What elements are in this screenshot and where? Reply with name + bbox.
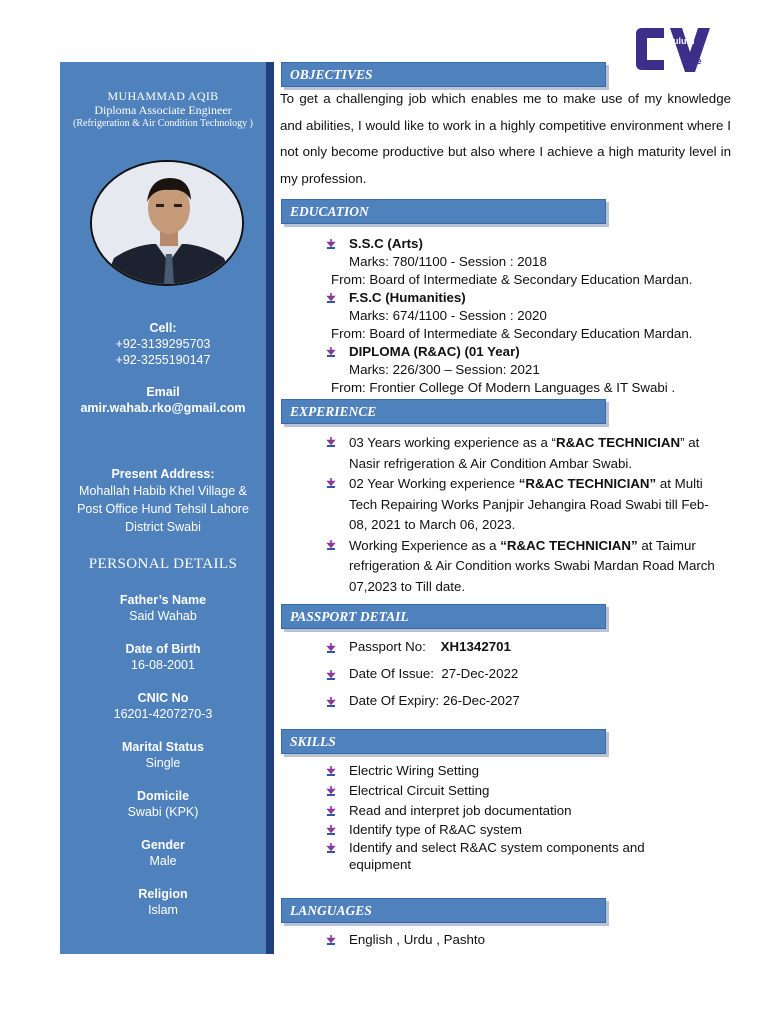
education-item <box>326 343 736 397</box>
job-title: Diploma Associate Engineer <box>94 102 232 117</box>
cnic-label: CNIC No <box>137 691 189 705</box>
profile-photo <box>90 160 244 286</box>
arrow-bullet-icon <box>326 786 336 796</box>
passport-heading: PASSPORT DETAIL <box>281 604 606 629</box>
arrow-bullet-icon <box>326 670 336 680</box>
email-value[interactable]: amir.wahab.rko@gmail.com <box>80 401 246 415</box>
dob-value: 16-08-2001 <box>131 658 195 672</box>
full-name: MUHAMMAD AQIB <box>107 89 219 103</box>
languages-heading: LANGUAGES <box>281 898 606 923</box>
education-item <box>326 289 736 343</box>
email-group <box>60 384 266 416</box>
education-from: From: Board of Intermediate & Secondary Education Mardan. <box>331 326 693 341</box>
gender-label: Gender <box>141 838 185 852</box>
passport-item <box>326 666 736 693</box>
cell-group <box>60 320 266 368</box>
skill-item <box>326 839 676 873</box>
languages-list <box>326 931 736 949</box>
arrow-bullet-icon <box>326 239 336 249</box>
domicile-label: Domicile <box>136 789 190 803</box>
personal-details-heading: PERSONAL DETAILS <box>88 556 238 572</box>
dob-label: Date of Birth <box>125 642 201 656</box>
arrow-bullet-icon <box>326 540 336 550</box>
experience-role: R&AC TECHNICIAN <box>555 435 681 450</box>
gender-value: Male <box>149 854 177 868</box>
experience-text: 03 Years working experience as a “ <box>349 435 556 450</box>
experience-list <box>326 433 726 597</box>
education-marks: Marks: 780/1100 - Session : 2018 <box>349 254 547 269</box>
passport-number-value: XH1342701 <box>440 639 511 654</box>
cnic-value: 16201-4207270-3 <box>113 707 213 721</box>
skill-text: Electrical Circuit Setting <box>349 783 490 798</box>
cnic-group <box>60 690 266 722</box>
education-degree: DIPLOMA (R&AC) (01 Year) <box>349 344 520 359</box>
phone-2[interactable]: +92-3255190147 <box>115 353 211 367</box>
language-item <box>326 931 736 949</box>
experience-role: “R&AC TECHNICIAN” <box>500 537 638 553</box>
passport-number-label: Passport No: <box>349 639 426 654</box>
education-degree: S.S.C (Arts) <box>349 236 423 251</box>
issue-date-value: 27-Dec-2022 <box>441 666 519 681</box>
name-block <box>60 90 266 129</box>
expiry-date-value: 26-Dec-2027 <box>442 693 520 708</box>
objectives-heading: OBJECTIVES <box>281 62 606 87</box>
logo-text-2: itae <box>686 56 702 66</box>
skill-item <box>326 821 676 839</box>
experience-text: 02 Year Working experience <box>349 476 519 491</box>
objective-text: To get a challenging job which enables me to make use of my knowledge and abilities, I would like to work in a highly competitive environment where I not only become productive but also where I achieve a high maturity level in my profession. <box>280 91 731 186</box>
cv-logo-icon <box>634 22 714 78</box>
email-label: Email <box>146 385 180 399</box>
passport-item <box>326 639 736 666</box>
fathers-name-group <box>60 592 266 624</box>
experience-text: at Taimur refrigeration & Air Condition works Swabi Mardan Road March 07,2023 to Till date. <box>349 537 715 594</box>
sidebar <box>60 62 266 954</box>
arrow-bullet-icon <box>326 843 336 853</box>
marital-group <box>60 739 266 771</box>
language-text: English , Urdu , Pashto <box>349 932 485 947</box>
arrow-bullet-icon <box>326 806 336 816</box>
experience-text: at Multi Tech Repairing Works Panjpir Jehangira Road Swabi till Feb-08, 2021 to March 06, 2023. <box>349 476 709 532</box>
religion-label: Religion <box>138 887 188 901</box>
address-label: Present Address: <box>111 467 215 481</box>
arrow-bullet-icon <box>326 347 336 357</box>
logo-text-1: urriculum <box>653 36 695 46</box>
education-from: From: Board of Intermediate & Secondary Education Mardan. <box>331 272 693 287</box>
fathers-name-value: Said Wahab <box>129 609 197 623</box>
skill-text: Electric Wiring Setting <box>349 763 480 778</box>
address-group <box>60 466 266 536</box>
experience-heading: EXPERIENCE <box>281 399 606 424</box>
arrow-bullet-icon <box>326 643 336 653</box>
education-item <box>326 235 736 289</box>
arrow-bullet-icon <box>326 697 336 707</box>
passport-list <box>326 639 736 720</box>
skill-item <box>326 782 676 800</box>
religion-value: Islam <box>148 903 178 917</box>
education-marks: Marks: 674/1100 - Session : 2020 <box>349 308 547 323</box>
domicile-group <box>60 788 266 820</box>
education-heading: EDUCATION <box>281 199 606 224</box>
job-subtitle: (Refrigeration & Air Condition Technology ) <box>73 117 253 129</box>
experience-text: Working Experience as a <box>349 537 501 553</box>
person-icon <box>92 162 244 286</box>
skill-text: Read and interpret job documentation <box>349 803 572 818</box>
experience-item <box>326 474 726 536</box>
gender-group <box>60 837 266 869</box>
arrow-bullet-icon <box>326 293 336 303</box>
marital-value: Single <box>145 756 181 770</box>
education-from: From: Frontier College Of Modern Languages & IT Swabi . <box>331 380 676 395</box>
skill-text: Identify and select R&AC system components and equipment <box>349 840 645 872</box>
phone-1[interactable]: +92-3139295703 <box>115 337 211 351</box>
experience-text: ” at Nasir refrigeration & Air Condition Ambar Swabi. <box>349 435 700 471</box>
passport-item <box>326 693 736 720</box>
religion-group <box>60 886 266 918</box>
issue-date-label: Date Of Issue: <box>349 666 434 681</box>
sidebar-stripe <box>266 62 274 954</box>
education-degree: F.S.C (Humanities) <box>349 290 466 305</box>
expiry-date-label: Date Of Expiry: <box>349 693 440 708</box>
domicile-value: Swabi (KPK) <box>127 805 199 819</box>
cell-label: Cell: <box>149 321 177 335</box>
address-value: Mohallah Habib Khel Village & Post Office Hund Tehsil Lahore District Swabi <box>77 484 249 534</box>
marital-label: Marital Status <box>122 740 204 754</box>
skill-text: Identify type of R&AC system <box>349 822 522 837</box>
skill-item <box>326 802 676 820</box>
dob-group <box>60 641 266 673</box>
arrow-bullet-icon <box>326 766 336 776</box>
education-marks: Marks: 226/300 – Session: 2021 <box>349 362 540 377</box>
fathers-name-label: Father’s Name <box>119 593 207 607</box>
arrow-bullet-icon <box>326 478 336 488</box>
arrow-bullet-icon <box>326 437 336 447</box>
arrow-bullet-icon <box>326 825 336 835</box>
experience-item <box>326 433 726 474</box>
skill-item <box>326 762 676 780</box>
arrow-bullet-icon <box>326 935 336 945</box>
skills-list <box>326 762 676 873</box>
experience-role: “R&AC TECHNICIAN” <box>518 476 657 491</box>
skills-heading: SKILLS <box>281 729 606 754</box>
experience-item <box>326 536 726 598</box>
education-list <box>326 235 736 397</box>
